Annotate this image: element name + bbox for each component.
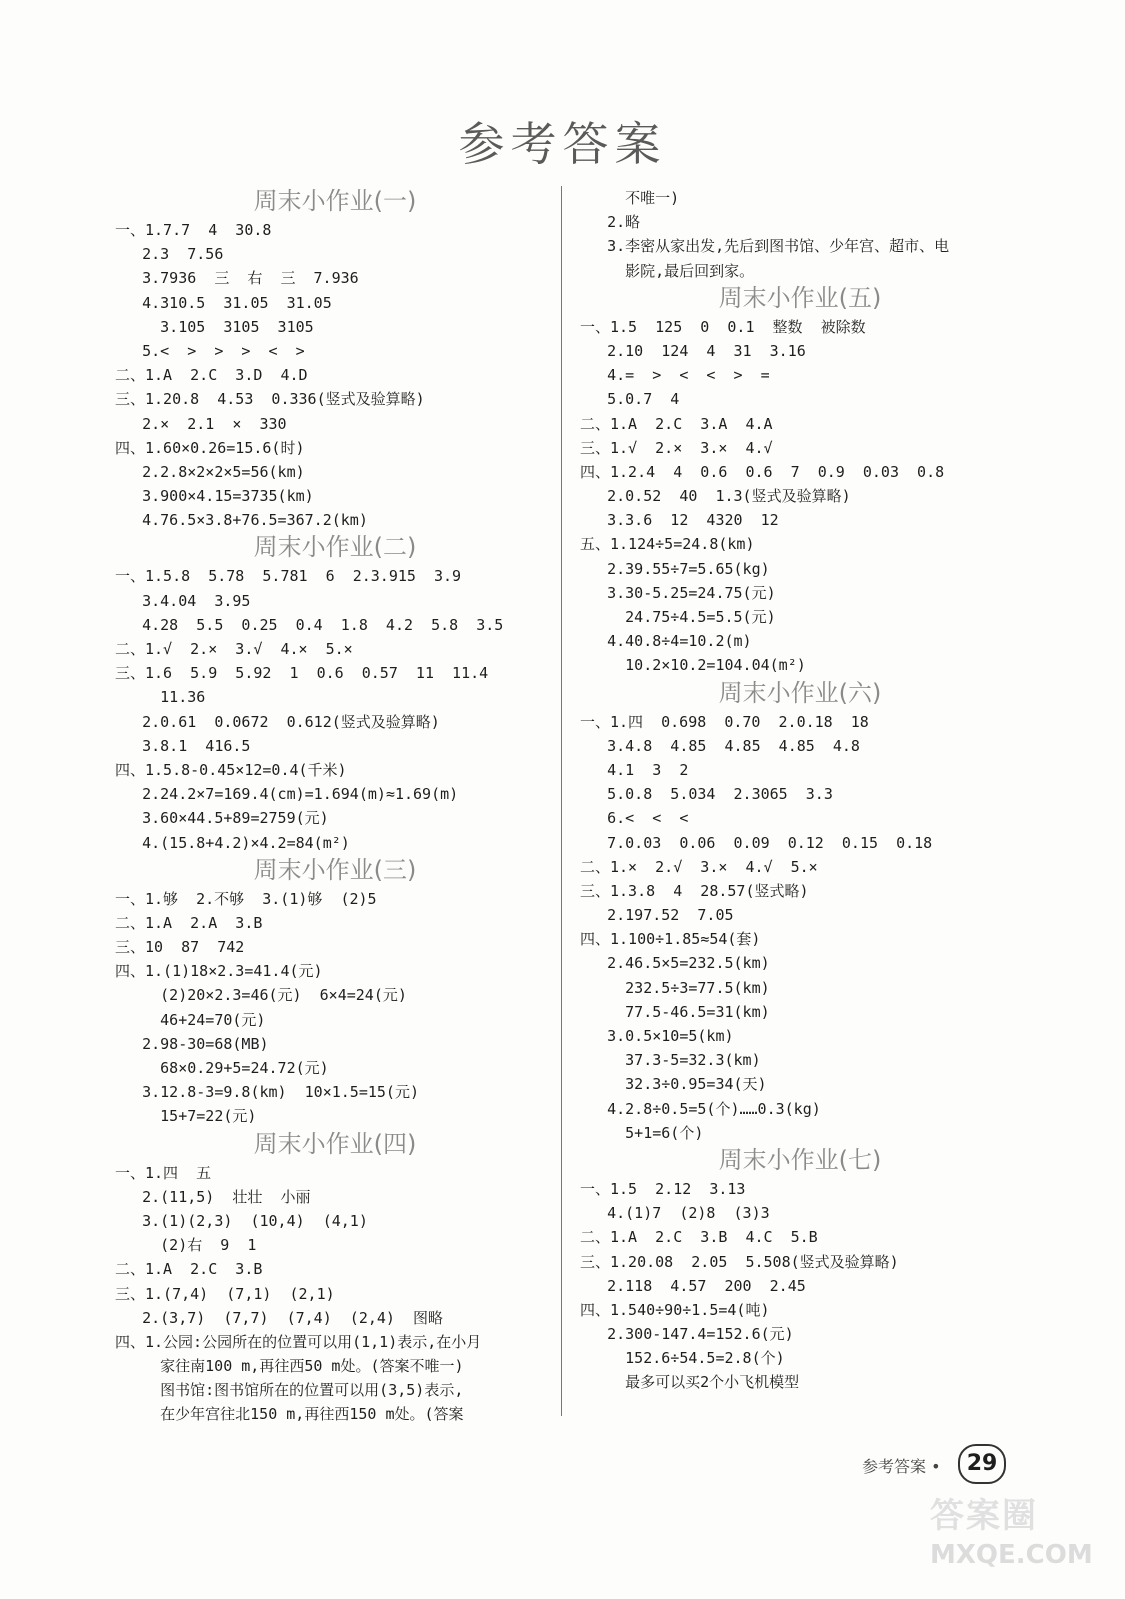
answer-line: 2.118 4.57 200 2.45 bbox=[580, 1276, 806, 1295]
answer-line: (2)20×2.3=46(元) 6×4=24(元) bbox=[115, 986, 407, 1005]
section-title: 周末小作业(一) bbox=[253, 187, 417, 215]
answer-line: 4.40.8÷4=10.2(m) bbox=[580, 632, 752, 651]
answer-line: 2.46.5×5=232.5(km) bbox=[580, 954, 770, 973]
section-title: 周末小作业(四) bbox=[253, 1129, 417, 1158]
answer-line: 四、1.5.8-0.45×12=0.4(千米) bbox=[115, 760, 347, 779]
answer-line: 3.(1)(2,3) (10,4) (4,1) bbox=[115, 1211, 368, 1230]
answer-line: 一、1.7.7 4 30.8 bbox=[115, 221, 272, 239]
answer-line: 77.5-46.5=31(km) bbox=[580, 1002, 770, 1021]
answer-line: 最多可以买2个小飞机模型 bbox=[580, 1373, 800, 1392]
section-title: 周末小作业(二) bbox=[253, 533, 417, 562]
answer-line: 一、1.够 2.不够 3.(1)够 (2)5 bbox=[115, 889, 377, 908]
answer-line: 2.2.8×2×2×5=56(km) bbox=[115, 462, 305, 481]
answer-line: 3.900×4.15=3735(km) bbox=[115, 487, 314, 506]
answer-line: 7.0.03 0.06 0.09 0.12 0.15 0.18 bbox=[580, 833, 933, 852]
answer-line: 2.98-30=68(MB) bbox=[115, 1034, 269, 1053]
answer-line: 15+7=22(元) bbox=[115, 1107, 257, 1126]
answer-line: 46+24=70(元) bbox=[115, 1010, 266, 1029]
answer-line: 二、1.A 2.C 3.D 4.D bbox=[115, 366, 308, 385]
answer-line: 3.李密从家出发,先后到图书馆、少年宫、超市、电 bbox=[580, 237, 950, 256]
answer-line: 一、1.5.8 5.78 5.781 6 2.3.915 3.9 bbox=[115, 567, 462, 586]
answer-line: 4.310.5 31.05 31.05 bbox=[115, 293, 332, 312]
answer-line: 2.39.55÷7=5.65(kg) bbox=[580, 559, 770, 578]
section-title: 周末小作业(六) bbox=[718, 678, 882, 707]
answer-line: 2.× 2.1 × 330 bbox=[115, 414, 287, 433]
answer-line: 二、1.× 2.√ 3.× 4.√ 5.× bbox=[580, 857, 818, 876]
answer-line: 三、1.√ 2.× 3.× 4.√ bbox=[580, 438, 773, 457]
answer-line: 四、1.60×0.26=15.6(时) bbox=[115, 438, 305, 457]
answer-line: 3.4.04 3.95 bbox=[115, 591, 251, 610]
answer-line: 32.3÷0.95=34(天) bbox=[580, 1075, 767, 1094]
answer-line: 4.28 5.5 0.25 0.4 1.8 4.2 5.8 3.5 bbox=[115, 615, 504, 634]
answer-line: 3.3.6 12 4320 12 bbox=[580, 511, 779, 530]
answer-line: 4.1 3 2 bbox=[580, 760, 689, 779]
answer-line: 2.197.52 7.05 bbox=[580, 906, 734, 925]
answer-line: 5.0.7 4 bbox=[580, 390, 680, 409]
answer-line: 2.略 bbox=[580, 213, 641, 232]
answer-line: 四、1.540÷90÷1.5=4(吨) bbox=[580, 1300, 770, 1319]
answer-line: 四、1.2.4 4 0.6 0.6 7 0.9 0.03 0.8 bbox=[580, 462, 945, 481]
answer-line: 二、1.A 2.C 3.B 4.C 5.B bbox=[580, 1228, 818, 1247]
watermark-url: MXQE.COM bbox=[930, 1540, 1093, 1570]
answer-line: 图书馆:图书馆所在的位置可以用(3,5)表示, bbox=[115, 1381, 464, 1400]
answer-line: 4.76.5×3.8+76.5=367.2(km) bbox=[115, 511, 368, 530]
answer-line: 一、1.5 125 0 0.1 整数 被除数 bbox=[580, 317, 866, 336]
answer-line: 4.= > < < > = bbox=[580, 366, 770, 385]
column-divider bbox=[561, 186, 562, 1416]
answer-line: 232.5÷3=77.5(km) bbox=[580, 978, 770, 997]
answer-line: 10.2×10.2=104.04(m²) bbox=[580, 656, 806, 675]
answer-line: 5.< > > > < > bbox=[115, 341, 305, 360]
answer-line: 三、1.20.08 2.05 5.508(竖式及验算略) bbox=[580, 1252, 899, 1271]
answer-line: 4.(1)7 (2)8 (3)3 bbox=[580, 1204, 770, 1223]
section-title: 周末小作业(五) bbox=[718, 283, 882, 312]
answer-line: (2)右 9 1 bbox=[115, 1236, 257, 1255]
answer-line: 37.3-5=32.3(km) bbox=[580, 1051, 761, 1070]
left-column bbox=[115, 186, 555, 1427]
answer-line: 2.300-147.4=152.6(元) bbox=[580, 1325, 794, 1344]
answer-line: 五、1.124÷5=24.8(km) bbox=[580, 535, 755, 554]
page-number: 29 bbox=[958, 1444, 1006, 1484]
answer-line: 3.8.1 416.5 bbox=[115, 736, 251, 755]
answer-line: 四、1.公园:公园所在的位置可以用(1,1)表示,在小月 bbox=[115, 1332, 482, 1351]
answer-line: 四、1.(1)18×2.3=41.4(元) bbox=[115, 962, 323, 981]
answer-line: 5.0.8 5.034 2.3065 3.3 bbox=[580, 785, 833, 804]
answer-line: 11.36 bbox=[115, 688, 206, 707]
answer-line: 2.24.2×7=169.4(cm)=1.694(m)≈1.69(m) bbox=[115, 785, 459, 804]
answer-line: 4.(15.8+4.2)×4.2=84(m²) bbox=[115, 833, 350, 852]
watermark-logo: 答案圈 bbox=[930, 1496, 1038, 1536]
answer-line: 3.30-5.25=24.75(元) bbox=[580, 583, 776, 602]
answer-line: 2.(11,5) 壮壮 小丽 bbox=[115, 1187, 311, 1206]
answer-line: 一、1.5 2.12 3.13 bbox=[580, 1179, 746, 1198]
answer-line: 3.105 3105 3105 bbox=[115, 317, 314, 336]
answer-line: 6.< < < bbox=[580, 809, 689, 828]
right-column bbox=[580, 186, 1020, 1395]
answer-line: 68×0.29+5=24.72(元) bbox=[115, 1059, 329, 1077]
answer-line: 家往南100 m,再往西50 m处。(答案不唯一) bbox=[115, 1357, 464, 1376]
answer-line: 5+1=6(个) bbox=[580, 1123, 704, 1142]
answer-line: 二、1.A 2.C 3.B bbox=[115, 1260, 263, 1279]
answer-line: 4.2.8÷0.5=5(个)……0.3(kg) bbox=[580, 1099, 821, 1118]
answer-line: 24.75÷4.5=5.5(元) bbox=[580, 608, 776, 626]
answer-line: 2.0.52 40 1.3(竖式及验算略) bbox=[580, 487, 851, 506]
answer-line: 3.0.5×10=5(km) bbox=[580, 1027, 734, 1045]
answer-line: 2.(3,7) (7,7) (7,4) (2,4) 图略 bbox=[115, 1308, 444, 1327]
section-title: 周末小作业(三) bbox=[253, 855, 417, 884]
answer-line: 二、1.A 2.A 3.B bbox=[115, 913, 263, 932]
answer-line: 三、10 87 742 bbox=[115, 938, 245, 957]
answer-line: 2.0.61 0.0672 0.612(竖式及验算略) bbox=[115, 712, 440, 731]
answer-line: 3.12.8-3=9.8(km) 10×1.5=15(元) bbox=[115, 1083, 419, 1102]
answer-line: 三、1.(7,4) (7,1) (2,1) bbox=[115, 1284, 335, 1303]
section-title: 周末小作业(七) bbox=[718, 1145, 882, 1174]
answer-line: 在少年宫往北150 m,再往西150 m处。(答案 bbox=[115, 1405, 464, 1424]
answer-line: 影院,最后回到家。 bbox=[580, 261, 755, 280]
answer-line: 2.3 7.56 bbox=[115, 245, 224, 264]
answer-line: 三、1.20.8 4.53 0.336(竖式及验算略) bbox=[115, 390, 425, 409]
answer-line: 不唯一) bbox=[580, 189, 680, 207]
answer-line: 3.60×44.5+89=2759(元) bbox=[115, 809, 329, 828]
answer-line: 3.4.8 4.85 4.85 4.85 4.8 bbox=[580, 736, 860, 755]
answer-line: 四、1.100÷1.85≈54(套) bbox=[580, 930, 761, 949]
answer-line: 2.10 124 4 31 3.16 bbox=[580, 341, 806, 360]
page-title: 参考答案 bbox=[458, 117, 667, 171]
answer-line: 三、1.3.8 4 28.57(竖式略) bbox=[580, 881, 809, 900]
answer-line: 三、1.6 5.9 5.92 1 0.6 0.57 11 11.4 bbox=[115, 664, 489, 683]
answer-line: 二、1.√ 2.× 3.√ 4.× 5.× bbox=[115, 640, 353, 658]
footer-label: 参考答案 • bbox=[862, 1457, 941, 1476]
answer-line: 152.6÷54.5=2.8(个) bbox=[580, 1349, 785, 1368]
answer-line: 3.7936 三 右 三 7.936 bbox=[115, 269, 359, 288]
answer-line: 二、1.A 2.C 3.A 4.A bbox=[580, 414, 773, 433]
answer-line: 一、1.四 0.698 0.70 2.0.18 18 bbox=[580, 712, 869, 731]
answer-line: 一、1.四 五 bbox=[115, 1163, 212, 1182]
